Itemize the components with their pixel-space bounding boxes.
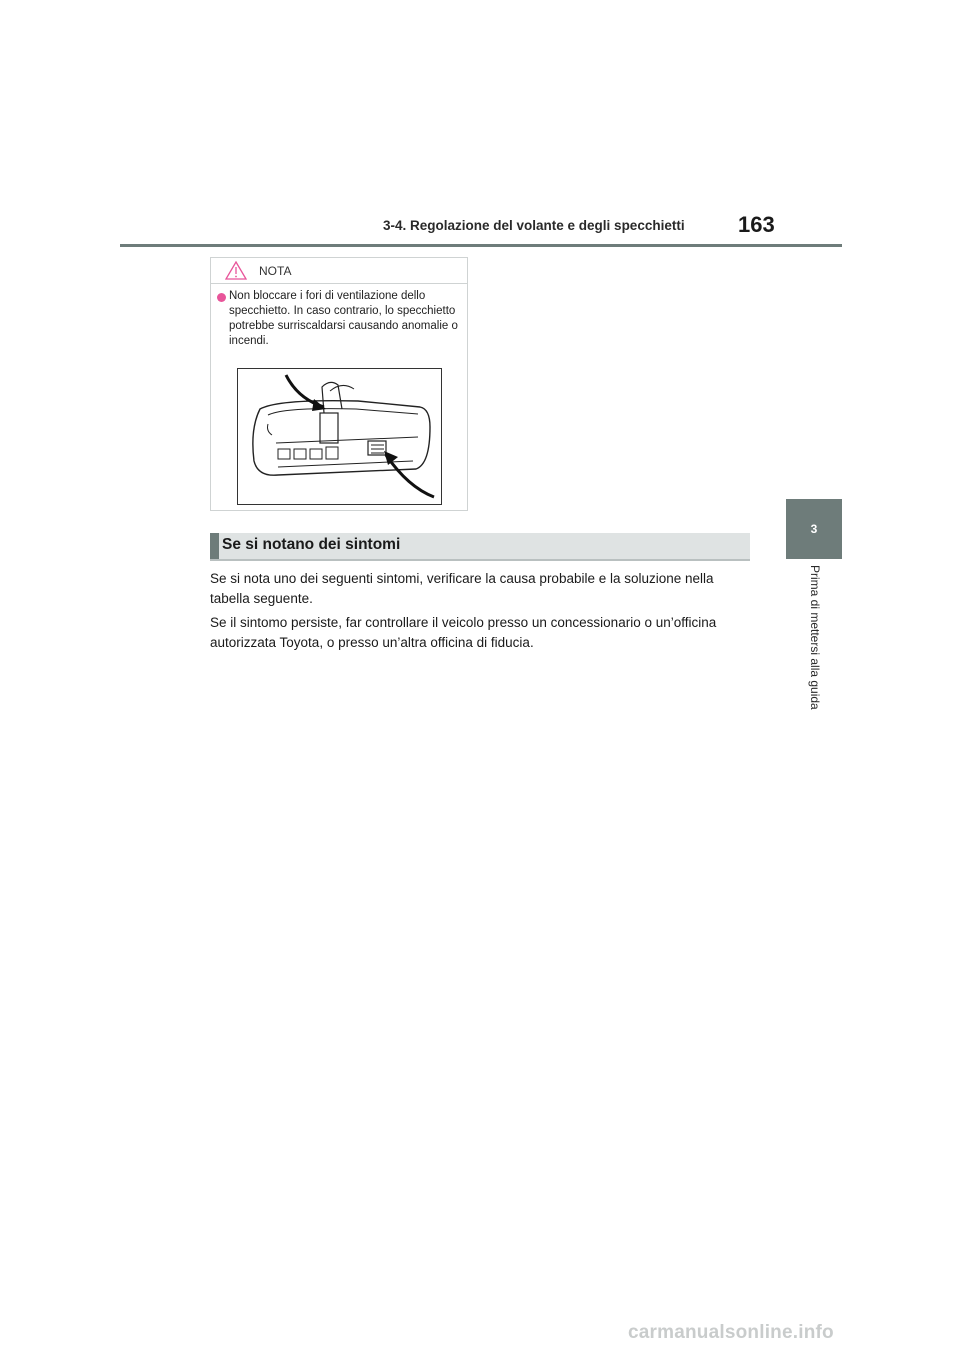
warning-triangle-icon: [225, 261, 247, 280]
page-number: 163: [738, 212, 775, 237]
header-rule: [120, 244, 842, 247]
chapter-number: 3: [810, 522, 818, 536]
section-title: Se si notano dei sintomi: [222, 536, 401, 553]
header-section-title: 3-4. Regolazione del volante e degli specchietti: [383, 218, 685, 233]
nota-label: NOTA: [259, 264, 292, 278]
body-paragraph-1: Se si nota uno dei seguenti sintomi, verificare la causa probabile e la soluzione nella tabella seguente.: [210, 571, 714, 606]
chapter-title: Prima di mettersi alla guida: [808, 565, 822, 710]
nota-box: [210, 257, 468, 511]
mirror-drawing: [238, 369, 441, 504]
section-header: [210, 533, 750, 561]
nota-header: [211, 258, 467, 284]
mirror-illustration: [237, 368, 442, 505]
chapter-tab[interactable]: [786, 499, 842, 559]
watermark: carmanualsonline.info: [628, 1322, 834, 1343]
section-accent-bar: [210, 533, 219, 559]
nota-text: Non bloccare i fori di ventilazione dello specchietto. In caso contrario, lo specchietto potrebbe surriscaldarsi causando anomalie o incendi.: [229, 290, 458, 347]
body-paragraph-2: Se il sintomo persiste, far controllare il veicolo presso un concessionario o un’officina autorizzata Toyota, o presso un’altra officina di fiducia.: [210, 615, 717, 650]
nota-bullet: [217, 293, 226, 302]
